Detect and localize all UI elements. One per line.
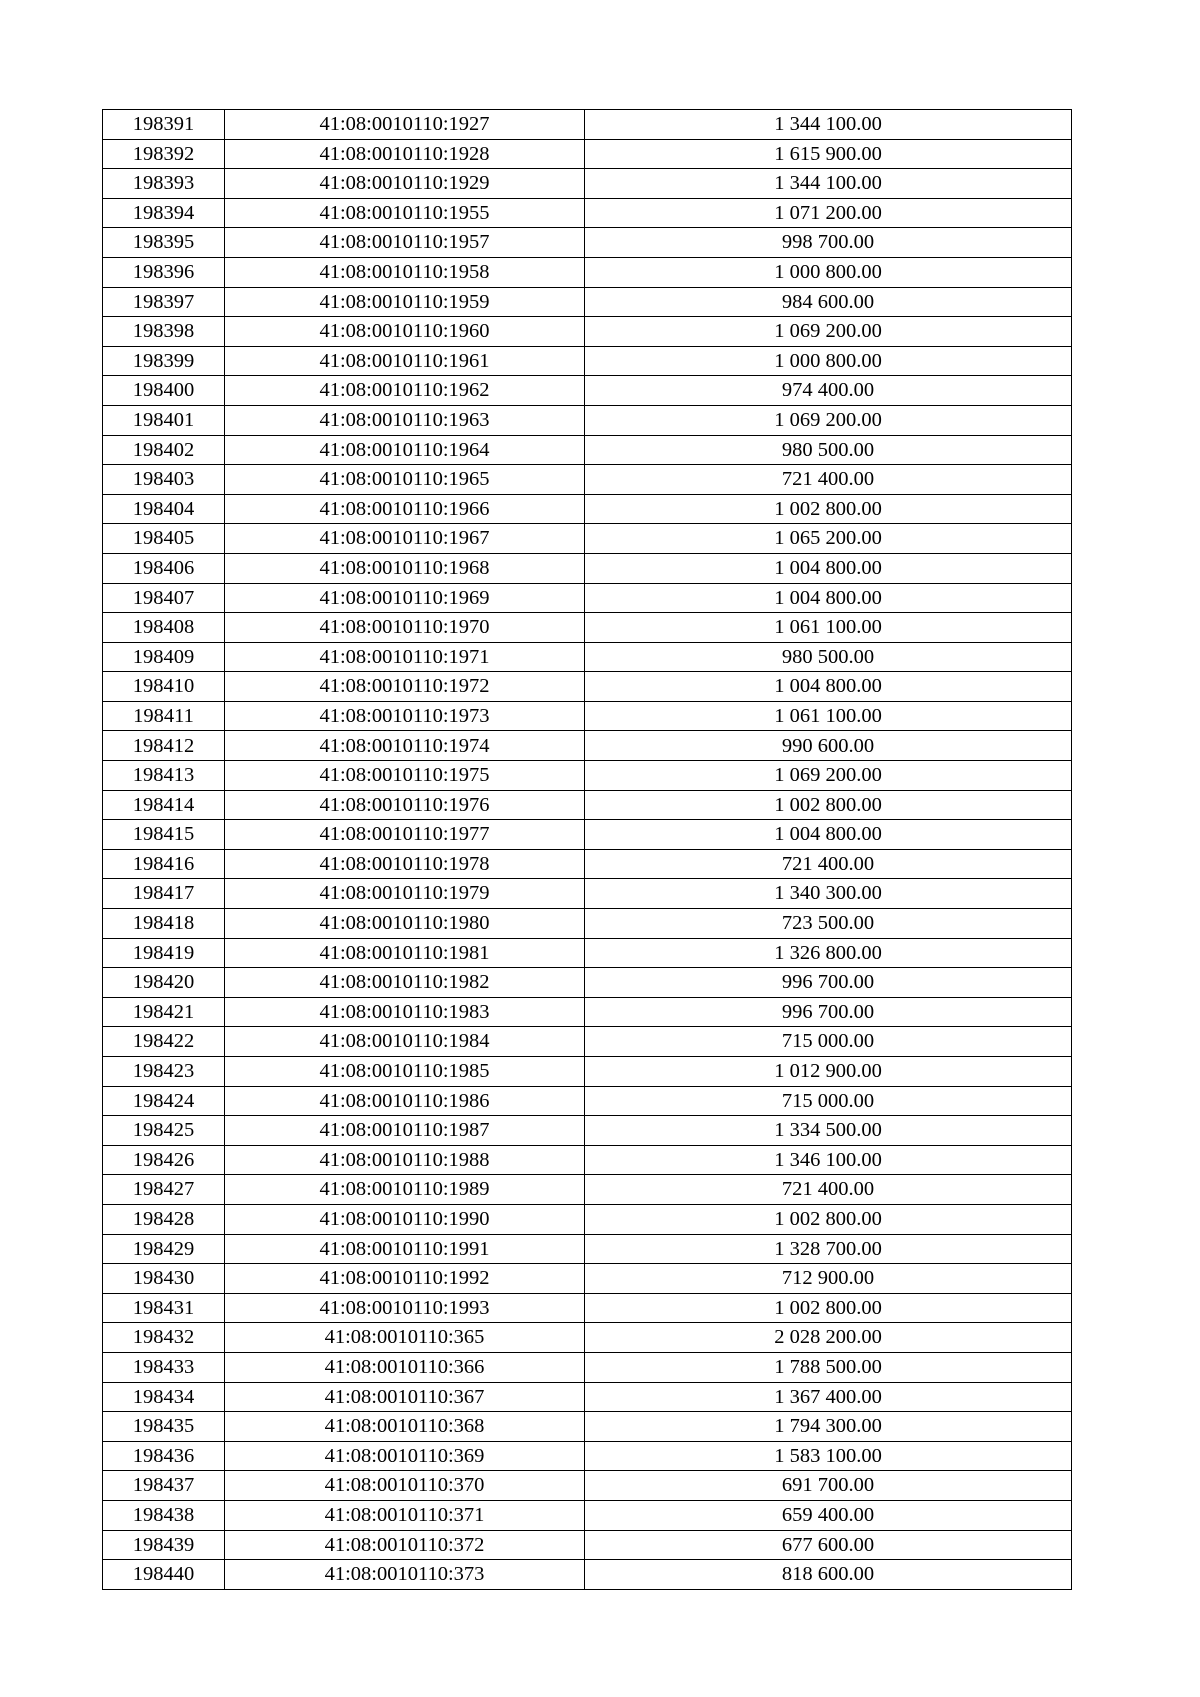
row-number-cell: 198436 bbox=[103, 1441, 225, 1471]
cadastral-number-cell: 41:08:0010110:1958 bbox=[225, 257, 585, 287]
table-row bbox=[103, 1412, 1072, 1442]
row-number-cell: 198429 bbox=[103, 1234, 225, 1264]
cadastral-value-cell: 1 344 100.00 bbox=[585, 110, 1072, 140]
row-number-cell: 198398 bbox=[103, 317, 225, 347]
cadastral-number-cell: 41:08:0010110:1960 bbox=[225, 317, 585, 347]
row-number-cell: 198424 bbox=[103, 1086, 225, 1116]
cadastral-number-cell: 41:08:0010110:1983 bbox=[225, 997, 585, 1027]
row-number-cell: 198399 bbox=[103, 346, 225, 376]
cadastral-value-cell: 1 346 100.00 bbox=[585, 1145, 1072, 1175]
table-row bbox=[103, 879, 1072, 909]
row-number-cell: 198433 bbox=[103, 1352, 225, 1382]
row-number-cell: 198392 bbox=[103, 139, 225, 169]
cadastral-number-cell: 41:08:0010110:1993 bbox=[225, 1293, 585, 1323]
cadastral-value-cell: 1 000 800.00 bbox=[585, 346, 1072, 376]
cadastral-value-cell: 1 002 800.00 bbox=[585, 494, 1072, 524]
cadastral-value-cell: 1 340 300.00 bbox=[585, 879, 1072, 909]
cadastral-value-cell: 1 002 800.00 bbox=[585, 1204, 1072, 1234]
cadastral-value-cell: 1 061 100.00 bbox=[585, 613, 1072, 643]
table-row bbox=[103, 317, 1072, 347]
table-row bbox=[103, 110, 1072, 140]
cadastral-value-cell: 1 328 700.00 bbox=[585, 1234, 1072, 1264]
cadastral-value-cell: 721 400.00 bbox=[585, 1175, 1072, 1205]
table-row bbox=[103, 1500, 1072, 1530]
row-number-cell: 198425 bbox=[103, 1116, 225, 1146]
cadastral-value-cell: 1 061 100.00 bbox=[585, 701, 1072, 731]
cadastral-value-cell: 998 700.00 bbox=[585, 228, 1072, 258]
cadastral-value-cell: 1 334 500.00 bbox=[585, 1116, 1072, 1146]
table-row bbox=[103, 583, 1072, 613]
cadastral-number-cell: 41:08:0010110:371 bbox=[225, 1500, 585, 1530]
row-number-cell: 198418 bbox=[103, 909, 225, 939]
table-row bbox=[103, 938, 1072, 968]
row-number-cell: 198410 bbox=[103, 672, 225, 702]
cadastral-value-cell: 1 000 800.00 bbox=[585, 257, 1072, 287]
cadastral-number-cell: 41:08:0010110:1962 bbox=[225, 376, 585, 406]
table-row bbox=[103, 524, 1072, 554]
cadastral-number-cell: 41:08:0010110:1978 bbox=[225, 849, 585, 879]
row-number-cell: 198414 bbox=[103, 790, 225, 820]
cadastral-number-cell: 41:08:0010110:368 bbox=[225, 1412, 585, 1442]
cadastral-number-cell: 41:08:0010110:1988 bbox=[225, 1145, 585, 1175]
row-number-cell: 198404 bbox=[103, 494, 225, 524]
cadastral-value-cell: 1 069 200.00 bbox=[585, 317, 1072, 347]
table-row bbox=[103, 405, 1072, 435]
table-row bbox=[103, 1530, 1072, 1560]
cadastral-number-cell: 41:08:0010110:1963 bbox=[225, 405, 585, 435]
row-number-cell: 198394 bbox=[103, 198, 225, 228]
row-number-cell: 198423 bbox=[103, 1057, 225, 1087]
table-row bbox=[103, 1471, 1072, 1501]
cadastral-value-cell: 1 004 800.00 bbox=[585, 820, 1072, 850]
cadastral-number-cell: 41:08:0010110:1972 bbox=[225, 672, 585, 702]
cadastral-value-cell: 984 600.00 bbox=[585, 287, 1072, 317]
row-number-cell: 198397 bbox=[103, 287, 225, 317]
cadastral-number-cell: 41:08:0010110:1961 bbox=[225, 346, 585, 376]
table-row bbox=[103, 761, 1072, 791]
table-row bbox=[103, 257, 1072, 287]
cadastral-value-cell: 1 367 400.00 bbox=[585, 1382, 1072, 1412]
cadastral-value-cell: 1 344 100.00 bbox=[585, 169, 1072, 199]
row-number-cell: 198400 bbox=[103, 376, 225, 406]
cadastral-value-cell: 996 700.00 bbox=[585, 997, 1072, 1027]
cadastral-value-cell: 723 500.00 bbox=[585, 909, 1072, 939]
row-number-cell: 198391 bbox=[103, 110, 225, 140]
cadastral-value-cell: 1 583 100.00 bbox=[585, 1441, 1072, 1471]
cadastral-number-cell: 41:08:0010110:369 bbox=[225, 1441, 585, 1471]
row-number-cell: 198416 bbox=[103, 849, 225, 879]
cadastral-value-cell: 1 004 800.00 bbox=[585, 553, 1072, 583]
cadastral-value-cell: 1 065 200.00 bbox=[585, 524, 1072, 554]
row-number-cell: 198426 bbox=[103, 1145, 225, 1175]
table-row bbox=[103, 1560, 1072, 1590]
cadastral-value-cell: 1 002 800.00 bbox=[585, 790, 1072, 820]
cadastral-number-cell: 41:08:0010110:1966 bbox=[225, 494, 585, 524]
row-number-cell: 198440 bbox=[103, 1560, 225, 1590]
cadastral-number-cell: 41:08:0010110:1982 bbox=[225, 968, 585, 998]
table-row bbox=[103, 1145, 1072, 1175]
table-row bbox=[103, 553, 1072, 583]
table-row bbox=[103, 465, 1072, 495]
table-row bbox=[103, 1382, 1072, 1412]
cadastral-value-cell: 1 004 800.00 bbox=[585, 672, 1072, 702]
row-number-cell: 198439 bbox=[103, 1530, 225, 1560]
table-row bbox=[103, 435, 1072, 465]
table-row bbox=[103, 1027, 1072, 1057]
cadastral-number-cell: 41:08:0010110:1971 bbox=[225, 642, 585, 672]
table-row bbox=[103, 820, 1072, 850]
cadastral-value-cell: 1 788 500.00 bbox=[585, 1352, 1072, 1382]
cadastral-number-cell: 41:08:0010110:367 bbox=[225, 1382, 585, 1412]
cadastral-value-cell: 990 600.00 bbox=[585, 731, 1072, 761]
table-row bbox=[103, 198, 1072, 228]
cadastral-number-cell: 41:08:0010110:1990 bbox=[225, 1204, 585, 1234]
table-row bbox=[103, 228, 1072, 258]
cadastral-number-cell: 41:08:0010110:1959 bbox=[225, 287, 585, 317]
table-body bbox=[103, 110, 1072, 1590]
cadastral-number-cell: 41:08:0010110:372 bbox=[225, 1530, 585, 1560]
row-number-cell: 198405 bbox=[103, 524, 225, 554]
cadastral-number-cell: 41:08:0010110:1992 bbox=[225, 1264, 585, 1294]
cadastral-number-cell: 41:08:0010110:1928 bbox=[225, 139, 585, 169]
cadastral-number-cell: 41:08:0010110:370 bbox=[225, 1471, 585, 1501]
table-row bbox=[103, 642, 1072, 672]
cadastral-number-cell: 41:08:0010110:1957 bbox=[225, 228, 585, 258]
table-row bbox=[103, 1234, 1072, 1264]
table-row bbox=[103, 1175, 1072, 1205]
cadastral-number-cell: 41:08:0010110:1973 bbox=[225, 701, 585, 731]
cadastral-value-cell: 1 002 800.00 bbox=[585, 1293, 1072, 1323]
table-row bbox=[103, 1086, 1072, 1116]
cadastral-value-cell: 980 500.00 bbox=[585, 642, 1072, 672]
cadastral-value-cell: 1 012 900.00 bbox=[585, 1057, 1072, 1087]
cadastral-number-cell: 41:08:0010110:1985 bbox=[225, 1057, 585, 1087]
table-row bbox=[103, 672, 1072, 702]
row-number-cell: 198432 bbox=[103, 1323, 225, 1353]
row-number-cell: 198434 bbox=[103, 1382, 225, 1412]
row-number-cell: 198417 bbox=[103, 879, 225, 909]
row-number-cell: 198401 bbox=[103, 405, 225, 435]
row-number-cell: 198437 bbox=[103, 1471, 225, 1501]
row-number-cell: 198406 bbox=[103, 553, 225, 583]
cadastral-number-cell: 41:08:0010110:1969 bbox=[225, 583, 585, 613]
row-number-cell: 198415 bbox=[103, 820, 225, 850]
table-row bbox=[103, 790, 1072, 820]
cadastral-value-cell: 1 326 800.00 bbox=[585, 938, 1072, 968]
row-number-cell: 198419 bbox=[103, 938, 225, 968]
table-row bbox=[103, 1264, 1072, 1294]
cadastral-number-cell: 41:08:0010110:1991 bbox=[225, 1234, 585, 1264]
cadastral-number-cell: 41:08:0010110:1964 bbox=[225, 435, 585, 465]
row-number-cell: 198409 bbox=[103, 642, 225, 672]
row-number-cell: 198420 bbox=[103, 968, 225, 998]
table-row bbox=[103, 1293, 1072, 1323]
cadastral-number-cell: 41:08:0010110:1977 bbox=[225, 820, 585, 850]
cadastral-number-cell: 41:08:0010110:1967 bbox=[225, 524, 585, 554]
row-number-cell: 198430 bbox=[103, 1264, 225, 1294]
cadastral-value-cell: 715 000.00 bbox=[585, 1027, 1072, 1057]
cadastral-number-cell: 41:08:0010110:1979 bbox=[225, 879, 585, 909]
cadastral-number-cell: 41:08:0010110:1984 bbox=[225, 1027, 585, 1057]
cadastral-value-cell: 659 400.00 bbox=[585, 1500, 1072, 1530]
table-row bbox=[103, 731, 1072, 761]
row-number-cell: 198403 bbox=[103, 465, 225, 495]
table-row bbox=[103, 1116, 1072, 1146]
cadastral-value-cell: 1 794 300.00 bbox=[585, 1412, 1072, 1442]
cadastral-value-cell: 2 028 200.00 bbox=[585, 1323, 1072, 1353]
row-number-cell: 198402 bbox=[103, 435, 225, 465]
cadastral-number-cell: 41:08:0010110:1965 bbox=[225, 465, 585, 495]
cadastral-value-cell: 818 600.00 bbox=[585, 1560, 1072, 1590]
row-number-cell: 198428 bbox=[103, 1204, 225, 1234]
cadastral-number-cell: 41:08:0010110:1927 bbox=[225, 110, 585, 140]
cadastral-value-cell: 1 071 200.00 bbox=[585, 198, 1072, 228]
cadastral-value-cell: 721 400.00 bbox=[585, 849, 1072, 879]
cadastral-number-cell: 41:08:0010110:1974 bbox=[225, 731, 585, 761]
cadastral-value-cell: 974 400.00 bbox=[585, 376, 1072, 406]
cadastral-number-cell: 41:08:0010110:1976 bbox=[225, 790, 585, 820]
cadastral-number-cell: 41:08:0010110:1989 bbox=[225, 1175, 585, 1205]
table-row bbox=[103, 1352, 1072, 1382]
table-row bbox=[103, 701, 1072, 731]
row-number-cell: 198413 bbox=[103, 761, 225, 791]
row-number-cell: 198412 bbox=[103, 731, 225, 761]
cadastral-value-cell: 1 004 800.00 bbox=[585, 583, 1072, 613]
cadastral-value-table bbox=[102, 109, 1072, 1590]
cadastral-value-cell: 721 400.00 bbox=[585, 465, 1072, 495]
row-number-cell: 198408 bbox=[103, 613, 225, 643]
row-number-cell: 198393 bbox=[103, 169, 225, 199]
row-number-cell: 198435 bbox=[103, 1412, 225, 1442]
table-row bbox=[103, 287, 1072, 317]
row-number-cell: 198407 bbox=[103, 583, 225, 613]
row-number-cell: 198438 bbox=[103, 1500, 225, 1530]
row-number-cell: 198411 bbox=[103, 701, 225, 731]
table-row bbox=[103, 1057, 1072, 1087]
table-row bbox=[103, 1323, 1072, 1353]
cadastral-value-cell: 1 615 900.00 bbox=[585, 139, 1072, 169]
table-row bbox=[103, 968, 1072, 998]
cadastral-number-cell: 41:08:0010110:1970 bbox=[225, 613, 585, 643]
table-row bbox=[103, 139, 1072, 169]
cadastral-number-cell: 41:08:0010110:1955 bbox=[225, 198, 585, 228]
cadastral-number-cell: 41:08:0010110:1980 bbox=[225, 909, 585, 939]
cadastral-value-cell: 677 600.00 bbox=[585, 1530, 1072, 1560]
cadastral-number-cell: 41:08:0010110:365 bbox=[225, 1323, 585, 1353]
row-number-cell: 198422 bbox=[103, 1027, 225, 1057]
cadastral-number-cell: 41:08:0010110:1968 bbox=[225, 553, 585, 583]
table-row bbox=[103, 997, 1072, 1027]
cadastral-value-cell: 1 069 200.00 bbox=[585, 761, 1072, 791]
cadastral-value-cell: 691 700.00 bbox=[585, 1471, 1072, 1501]
cadastral-value-cell: 715 000.00 bbox=[585, 1086, 1072, 1116]
cadastral-number-cell: 41:08:0010110:1929 bbox=[225, 169, 585, 199]
cadastral-value-cell: 980 500.00 bbox=[585, 435, 1072, 465]
row-number-cell: 198396 bbox=[103, 257, 225, 287]
table-row bbox=[103, 1441, 1072, 1471]
cadastral-number-cell: 41:08:0010110:373 bbox=[225, 1560, 585, 1590]
cadastral-value-cell: 712 900.00 bbox=[585, 1264, 1072, 1294]
row-number-cell: 198427 bbox=[103, 1175, 225, 1205]
cadastral-number-cell: 41:08:0010110:1986 bbox=[225, 1086, 585, 1116]
table-row bbox=[103, 613, 1072, 643]
row-number-cell: 198395 bbox=[103, 228, 225, 258]
cadastral-value-cell: 1 069 200.00 bbox=[585, 405, 1072, 435]
cadastral-number-cell: 41:08:0010110:366 bbox=[225, 1352, 585, 1382]
cadastral-number-cell: 41:08:0010110:1987 bbox=[225, 1116, 585, 1146]
table-row bbox=[103, 1204, 1072, 1234]
table-row bbox=[103, 169, 1072, 199]
table-row bbox=[103, 494, 1072, 524]
cadastral-number-cell: 41:08:0010110:1975 bbox=[225, 761, 585, 791]
cadastral-number-cell: 41:08:0010110:1981 bbox=[225, 938, 585, 968]
row-number-cell: 198431 bbox=[103, 1293, 225, 1323]
cadastral-value-cell: 996 700.00 bbox=[585, 968, 1072, 998]
table-row bbox=[103, 376, 1072, 406]
table-row bbox=[103, 849, 1072, 879]
row-number-cell: 198421 bbox=[103, 997, 225, 1027]
table-row bbox=[103, 909, 1072, 939]
table-row bbox=[103, 346, 1072, 376]
